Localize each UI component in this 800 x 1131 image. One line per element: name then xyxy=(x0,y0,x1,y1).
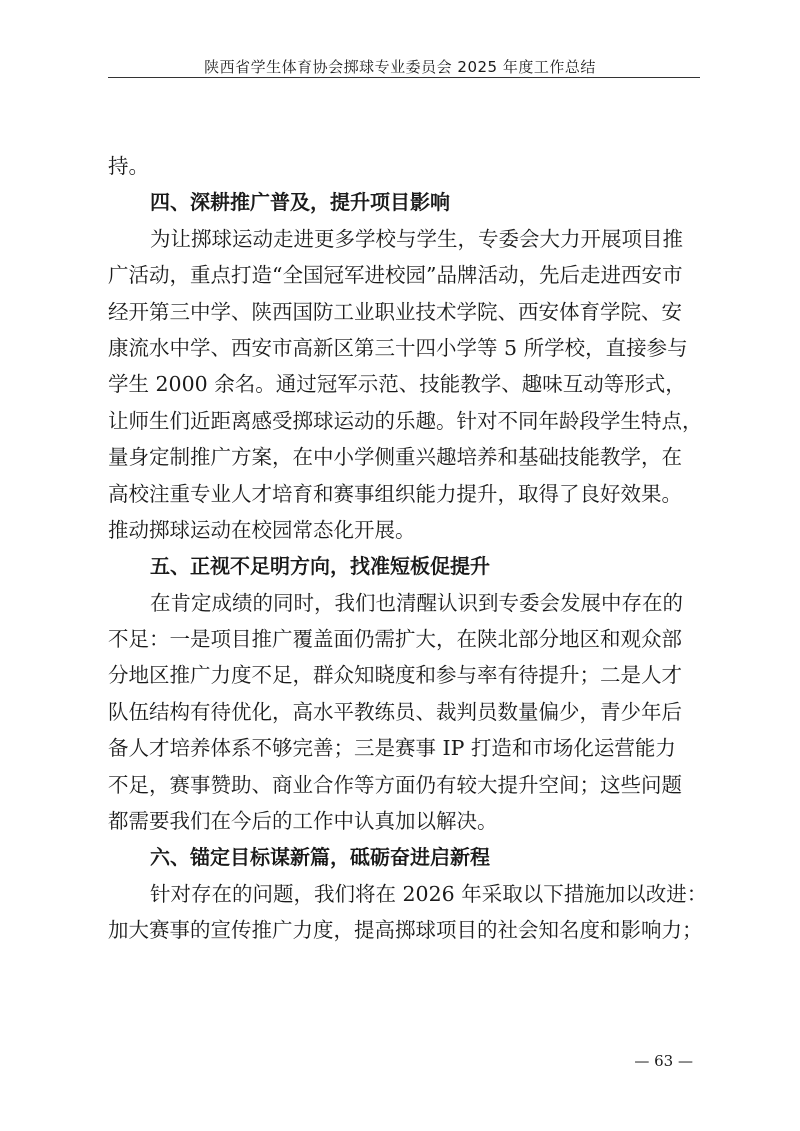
section-heading-6: 六、锚定目标谋新篇，砥砺奋进启新程 xyxy=(150,845,490,870)
paragraph-line: 分地区推广力度不足，群众知晓度和参与率有待提升；二是人才 xyxy=(108,663,682,688)
paragraph-line: 队伍结构有待优化，高水平教练员、裁判员数量偏少，青少年后 xyxy=(108,699,682,724)
page-number: — 63 — xyxy=(634,1052,693,1070)
body-text xyxy=(108,148,708,949)
header-divider xyxy=(108,77,700,78)
section-heading-5: 五、正视不足明方向，找准短板促提升 xyxy=(150,554,490,579)
paragraph-line: 加大赛事的宣传推广力度，提高掷球项目的社会知名度和影响力； xyxy=(108,918,703,943)
paragraph-line: 都需要我们在今后的工作中认真加以解决。 xyxy=(108,809,498,834)
paragraph-line: 广活动，重点打造“全国冠军进校园”品牌活动，先后走进西安市 xyxy=(108,263,683,288)
paragraph-line: 在肯定成绩的同时，我们也清醒认识到专委会发展中存在的 xyxy=(150,590,683,615)
paragraph-line: 备人才培养体系不够完善；三是赛事 IP 打造和市场化运营能力 xyxy=(108,736,676,761)
paragraph-line: 不足，赛事赞助、商业合作等方面仍有较大提升空间；这些问题 xyxy=(108,772,682,797)
paragraph-line: 学生 2000 余名。通过冠军示范、技能教学、趣味互动等形式， xyxy=(108,372,686,397)
paragraph-line: 让师生们近距离感受掷球运动的乐趣。针对不同年龄段学生特点， xyxy=(108,408,703,433)
section-heading-4: 四、深耕推广普及，提升项目影响 xyxy=(150,190,450,215)
paragraph-line: 不足：一是项目推广覆盖面仍需扩大，在陕北部分地区和观众部 xyxy=(108,627,682,652)
paragraph-line: 持。 xyxy=(108,154,149,178)
paragraph-line: 推动掷球运动在校园常态化开展。 xyxy=(108,517,416,542)
paragraph-line: 量身定制推广方案，在中小学侧重兴趣培养和基础技能教学，在 xyxy=(108,445,682,470)
paragraph-line: 为让掷球运动走进更多学校与学生，专委会大力开展项目推 xyxy=(150,226,683,251)
paragraph-line: 康流水中学、西安市高新区第三十四小学等 5 所学校，直接参与 xyxy=(108,335,688,360)
paragraph-line: 经开第三中学、陕西国防工业职业技术学院、西安体育学院、安 xyxy=(108,299,682,324)
paragraph-line: 高校注重专业人才培育和赛事组织能力提升，取得了良好效果。 xyxy=(108,481,682,506)
running-header: 陕西省学生体育协会掷球专业委员会 2025 年度工作总结 xyxy=(204,58,596,76)
paragraph-line: 针对存在的问题，我们将在 2026 年采取以下措施加以改进： xyxy=(150,881,708,906)
